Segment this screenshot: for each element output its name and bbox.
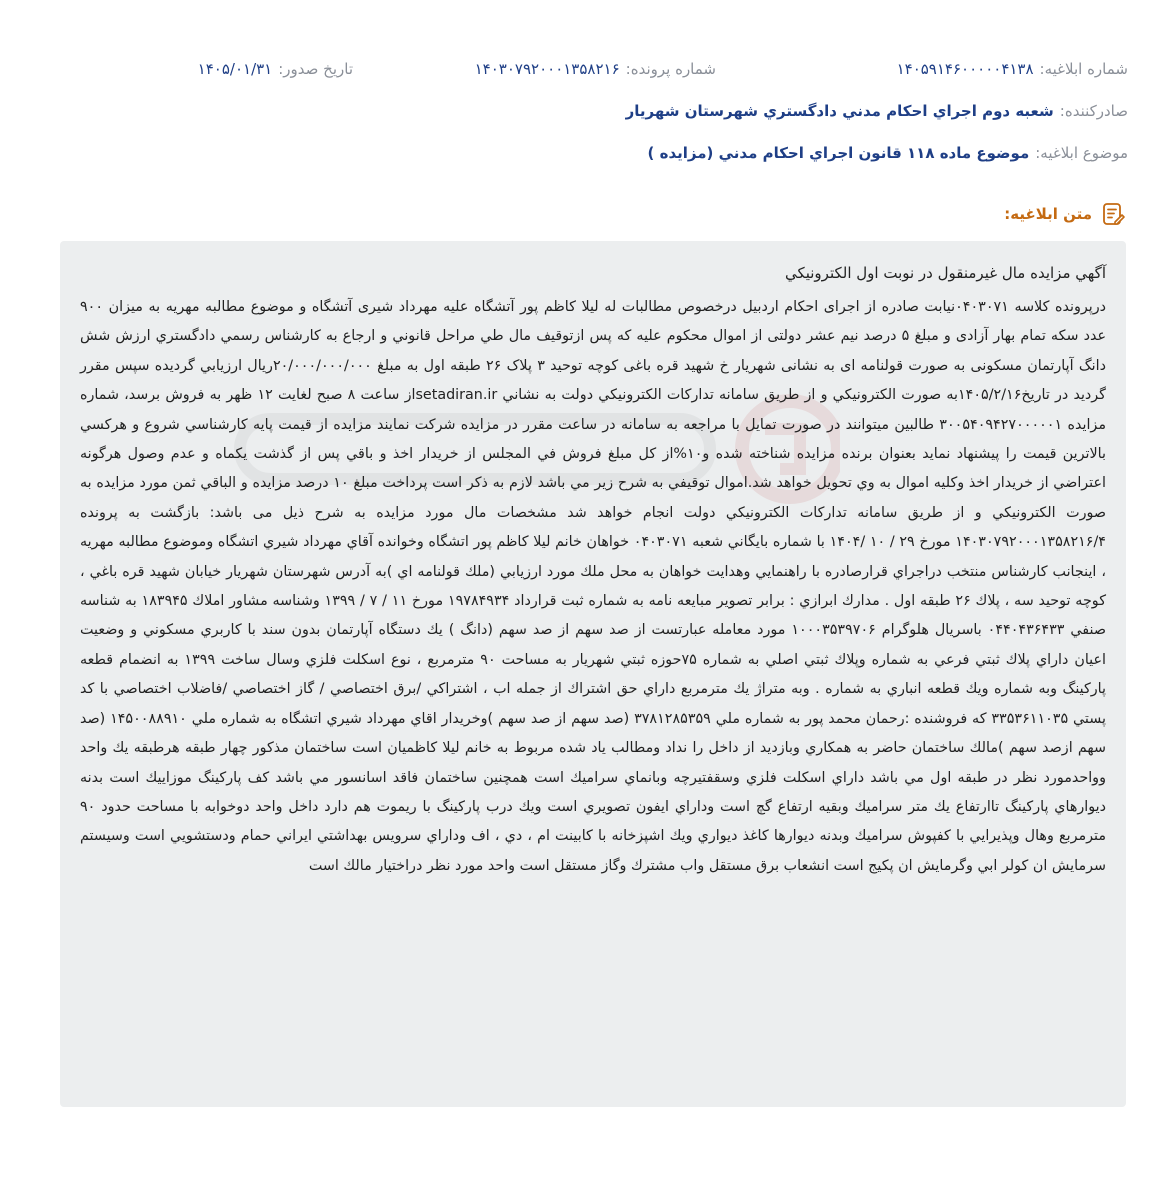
case-number <box>475 57 716 81</box>
case-number-label: شماره پرونده: <box>625 60 716 78</box>
issue-date <box>198 57 353 81</box>
notice-number <box>897 57 1128 81</box>
meta-row-issuer <box>60 99 1128 123</box>
case-number-value: ۱۴۰۳۰۷۹۲۰۰۰۱۳۵۸۲۱۶ <box>474 60 620 78</box>
document-text-icon <box>1100 201 1126 227</box>
issue-date-label: تاریخ صدور: <box>278 60 353 78</box>
notice-number-label: شماره ابلاغیه: <box>1039 60 1128 78</box>
notice-number-value: ۱۴۰۵۹۱۴۶۰۰۰۰۰۴۱۳۸ <box>896 60 1034 78</box>
section-title-text: متن ابلاغیه: <box>1004 205 1092 223</box>
meta-row-numbers <box>60 57 1128 81</box>
notice-text-section-title <box>1004 200 1126 228</box>
notice-text-box <box>60 241 1126 1107</box>
subject-value: موضوع ماده ۱۱۸ قانون اجراي احكام مدني (مزايده ) <box>647 144 1030 162</box>
notice-body: درپرونده کلاسه ۰۴۰۳۰۷۱نیابت صادره از اجرای احکام اردبیل درخصوص مطالبات له لیلا کاظم پور آتشگاه علیه مهرداد شیری آتشگاه و موضوع مطالبه مهریه به میزان ۹۰۰ عدد سکه تمام بهار آزادی و مبلغ ۵ درصد نیم عشر دولتی از اموال محکوم علیه که پس ازتوقيف مال طي مراحل قانوني و ارجاع به كارشناس رسمي دادگستري ارزش شش دانگ آپارتمان مسکونی به صورت قولنامه ای به نشانی شهریار خ شهید قره باغی کوچه توحید ۳ پلاک ۲۶ طبقه اول به مبلغ ۲۰/۰۰۰/۰۰۰/۰۰۰ريال ارزيابي گرديده سپس مقرر گردید در تاریخ۱۴۰۵/۲/۱۶به صورت الكترونيكي و از طريق سامانه تداركات الكترونيكي دولت به نشاني setadiran.irاز ساعت ۸ صبح لغايت ۱۲ ظهر به فروش برسد، شماره مزايده ۳۰۰۵۴۰۹۴۲۷۰۰۰۰۰۱ طالبين ميتوانند در صورت تمايل با مراجعه به سامانه در ساعت مقرر در مزايده شركت نمايند مزايده از قيمت پايه كارشناسي شروع و هركسي بالاترين قيمت را پيشنهاد نمايد بعنوان برنده مزايده شناخته شده و۱۰%از كل مبلغ فروش في المجلس از خريدار اخذ و باقي پس از گذشت يكماه و عدم وصول هرگونه اعتراضي از خريدار اخذ وكليه اموال به وي تحويل خواهد شد.اموال توقيفي به شرح زير مي باشد لازم به ذكر است پرداخت مبلغ ۱۰ درصد مزايده و الباقي ثمن مورد مزايده به صورت الكترونيكي و از طريق سامانه تداركات الكترونيكي دولت انجام خواهد شد مشخصات مال مورد مزایده به شرح ذیل می باشد: بازگشت به پرونده ۱۴۰۳۰۷۹۲۰۰۰۱۳۵۸۲۱۶/۴ مورخ ۲۹ / ۱۰ /۱۴۰۴ با شماره بايگاني شعبه ۰۴۰۳۰۷۱ خواهان خانم ليلا كاظم پور اتشگاه وخوانده آقاي مهرداد شيري اتشگاه وموضوع مطالبه مهريه ، اينجانب كارشناس منتخب دراجراي قرارصادره با راهنمايي وهدايت خواهان به محل ملك مورد ارزيابي (ملك قولنامه اي )به آدرس شهرستان شهريار خيابان شهيد قره باغي ، كوچه توحيد سه ، پلاك ۲۶ طبقه اول . مدارك ابرازي : برابر تصوير مبايعه نامه به شماره ثبت قرارداد ۱۹۷۸۴۹۳۴ مورخ ۱۱ / ۷ / ۱۳۹۹ وشناسه مشاور املاك ۱۸۳۹۴۵ به شناسه صنفي ۰۴۴۰۴۳۶۴۳۳ باسريال هلوگرام ۱۰۰۰۳۵۳۹۷۰۶ مورد معامله عبارتست از صد سهم از صد سهم (دانگ ) يك دستگاه آپارتمان بدون سند با كاربري مسكوني و وضعيت اعيان داراي پلاك ثبتي فرعي به شماره وپلاك ثبتي اصلي به شماره ۷۵حوزه ثبتي شهريار به مساحت ۹۰ مترمربع ، نوع اسكلت فلزي وسال ساخت ۱۳۹۹ به انضمام قطعه پاركينگ وبه شماره ويك قطعه انباري به شماره . وبه متراژ يك مترمربع داراي حق اشتراك از جمله اب ، اشتراكي /برق اختصاصي / گاز اختصاصي /فاضلاب اختصاصي با كد پستي ۳۳۵۳۶۱۱۰۳۵ كه فروشنده :رحمان محمد پور به شماره ملي ۳۷۸۱۲۸۵۳۵۹ (صد سهم از صد سهم )وخريدار اقاي مهرداد شيري اتشگاه به شماره ملي ۱۴۵۰۰۸۸۹۱۰ (صد سهم ازصد سهم )مالك ساختمان حاضر به همكاري وبازديد از داخل را نداد ومطالب ياد شده مربوط به خانم ليلا كاظميان است ساختمان مذكور چهار طبقه هرطبقه يك واحد وواحدمورد نظر در طبقه اول مي باشد داراي اسكلت فلزي وسقفتيرچه وبانماي سراميك است همچنين ساختمان فاقد اسانسور مي باشد كف پاركينگ موزاييك است بدنه ديوارهاي پاركينگ تاارتفاع يك متر سراميك وبقيه ارتفاع گچ است وداراي ايفون تصويري است ويك درب پاركينگ با ريموت هم دارد داخل واحد دوخوابه با مساحت حدود ۹۰ مترمربع وهال وپذيرايي با كفپوش سراميك وبدنه ديوارها كاغذ ديواري ويك اشپزخانه با كابينت ام ، دي ، اف وداراي سرويس بهداشتي ايراني حمام ودستشويي است وسيستم سرمايش ان كولر ابي وگرمايش ان پكيج است انشعاب برق مستقل واب مشترك وگاز مستقل است واحد مورد نظر دراختيار مالك است <box>80 299 1107 874</box>
subject-label: موضوع ابلاغیه: <box>1035 144 1128 162</box>
issue-date-value: ۱۴۰۵/۰۱/۳۱ <box>197 60 273 78</box>
issuer-value: شعبه دوم اجراي احكام مدني دادگستري شهرستان شهريار <box>625 102 1054 120</box>
issuer-label: صادرکننده: <box>1059 102 1128 120</box>
subject <box>648 141 1128 165</box>
notice-heading: آگهي مزايده مال غيرمنقول در نوبت اول الكترونيكي <box>784 264 1106 282</box>
meta-row-subject <box>60 141 1128 165</box>
issuer <box>626 99 1128 123</box>
